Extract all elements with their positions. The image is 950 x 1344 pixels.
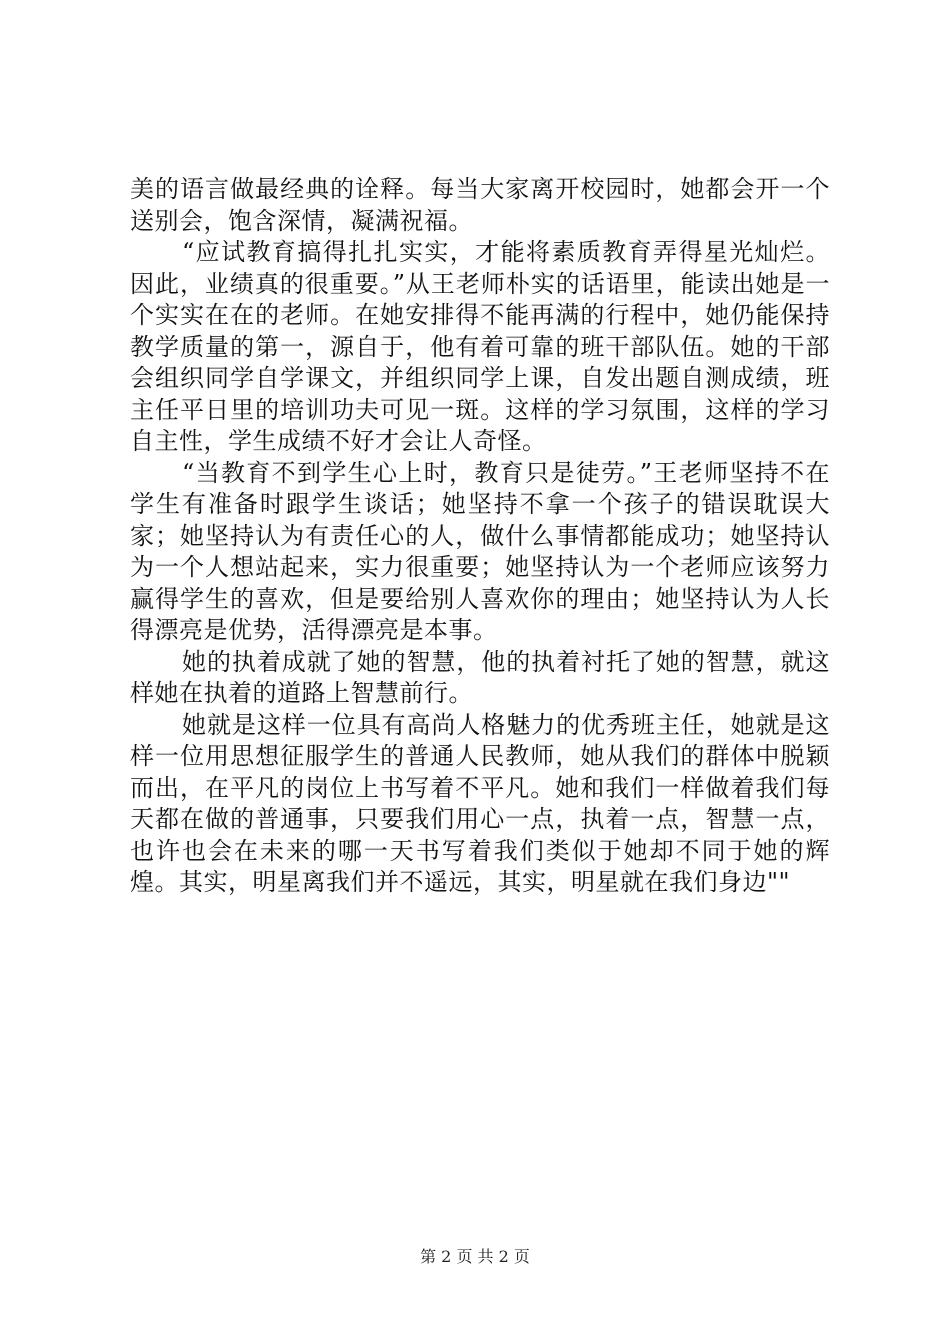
paragraph: “应试教育搞得扎扎实实，才能将素质教育弄得星光灿烂。因此，业绩真的很重要。”从王老师朴实的话语里，能读出她是一个实实在在的老师。在她安排得不能再满的行程中，她仍能保持教学质量的第一，源自于，他有着可靠的班干部队伍。她的干部会组织同学自学课文，并组织同学上课，自发出题自测成绩，班主任平日里的培训功夫可见一斑。这样的学习氛围，这样的学习自主性，学生成绩不好才会让人奇怪。 xyxy=(130,238,830,455)
paragraph: 她的执着成就了她的智慧，他的执着衬托了她的智慧，就这样她在执着的道路上智慧前行。 xyxy=(130,647,830,707)
document-body xyxy=(130,174,830,899)
page-footer: 第 2 页 共 2 页 xyxy=(420,1247,530,1266)
paragraph: 美的语言做最经典的诠释。每当大家离开校园时，她都会开一个送别会，饱含深情，凝满祝福。 xyxy=(130,175,830,235)
paragraph: “当教育不到学生心上时，教育只是徒劳。”王老师坚持不在学生有准备时跟学生谈话；她坚持不拿一个孩子的错误耽误大家；她坚持认为有责任心的人，做什么事情都能成功；她坚持认为一个人想站起来，实力很重要；她坚持认为一个老师应该努力赢得学生的喜欢，但是要给别人喜欢你的理由；她坚持认为人长得漂亮是优势，活得漂亮是本事。 xyxy=(130,458,830,644)
paragraph: 她就是这样一位具有高尚人格魅力的优秀班主任，她就是这样一位用思想征服学生的普通人民教师，她从我们的群体中脱颖而出，在平凡的岗位上书写着不平凡。她和我们一样做着我们每天都在做的普通事，只要我们用心一点，执着一点，智慧一点，也许也会在未来的哪一天书写着我们类似于她却不同于她的辉煌。其实，明星离我们并不遥远，其实，明星就在我们身边"" xyxy=(130,710,830,896)
